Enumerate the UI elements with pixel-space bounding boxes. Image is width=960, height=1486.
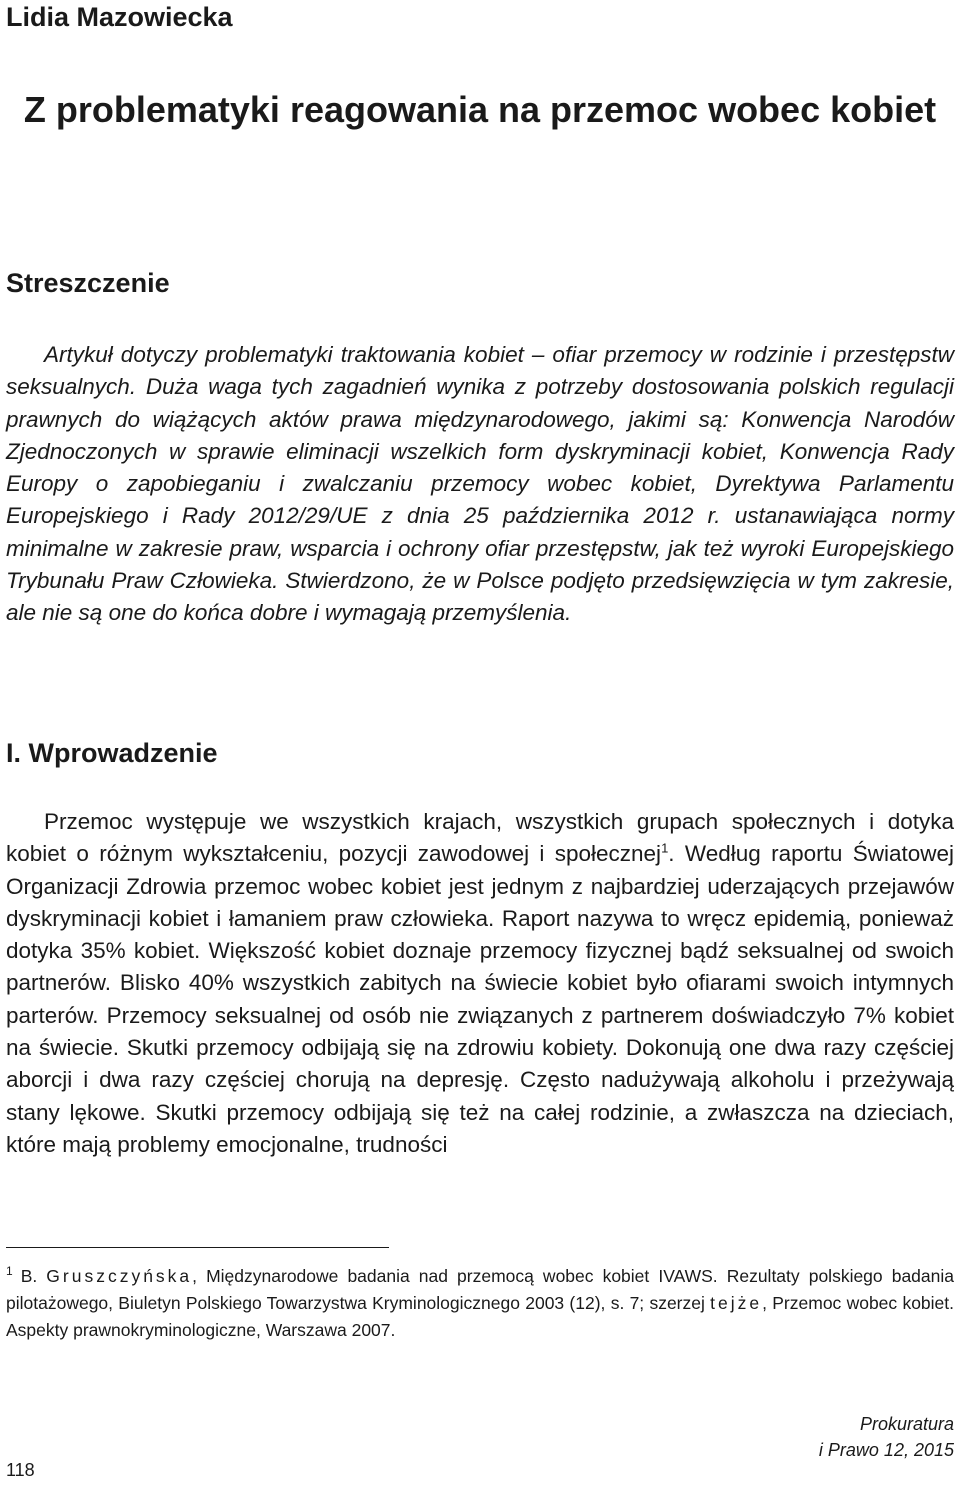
journal-issue: i Prawo 12, 2015 [818,1440,954,1460]
footnote-reference[interactable]: 1 [661,840,669,856]
journal-name: Prokuratura [859,1414,954,1434]
footnote-tejze: tejże [710,1293,763,1313]
section-paragraph [6,806,954,1161]
page-number: 118 [6,1460,35,1480]
paragraph-text-end: . Według raportu Światowej Organizacji Zdrowia przemoc wobec kobiet jest jednym z najbardziej uderzających przejawów dyskryminacji kobiet i łamaniem praw człowieka. Raport nazywa to wręcz epidemią, ponieważ dotyka 35% kobiet. Większość kobiet doznaje przemocy fizycznej bądź seksualnej od swoich partnerów. Blisko 40% wszystkich zabitych na świecie kobiet było ofiarami swoich intymnych parterów. Przemocy seksualnej od osób nie związanych z partnerem doświadczyło 7% kobiet na świecie. Skutki przemocy odbijają się na zdrowiu kobiety. Dokonują one dwa razy częściej aborcji i dwa razy częściej chorują na depresję. Często nadużywają alkoholu i przeżywają stany lękowe. Skutki przemocy odbijają się też na całej rodzinie, a zwłaszcza na dzieciach, które mają problemy emocjonalne, trudności [6,841,954,1157]
paragraph-text-start: Przemoc występuje we wszystkich krajach, wszystkich grupach społecznych i dotyka kobiet o różnym wykształceniu, pozycji zawodowej i społecznej [6,809,954,867]
journal-info [819,1411,954,1463]
footnote-number: 1 [6,1264,13,1279]
article-title: Z problematyki reagowania na przemoc wobec kobiet [23,89,937,130]
abstract-heading: Streszczenie [6,268,170,298]
section-heading: I. Wprowadzenie [6,738,218,768]
abstract-text: Artykuł dotyczy problematyki traktowania kobiet – ofiar przemocy w rodzinie i przestępstw seksualnych. Duża waga tych zagadnień wynika z potrzeby dostosowania polskich regulacji prawnych do wiążących aktów prawa międzynarodowego, jakimi są: Konwencja Narodów Zjednoczonych w sprawie eliminacji wszelkich form dyskryminacji kobiet, Konwencja Rady Europy o zapobieganiu i zwalczaniu przemocy wobec kobiet, Dyrektywa Parlamentu Europejskiego i Rady 2012/29/UE z dnia 25 października 2012 r. ustanawiająca normy minimalne w zakresie praw, wsparcia i ochrony ofiar przestępstw, jak też wyroki Europejskiego Trybunału Praw Człowieka. Stwierdzono, że w Polsce podjęto przedsięwzięcia w tym zakresie, ale nie są one do końca dobre i wymagają przemyślenia. [6,342,954,626]
footnote-text-2: , Przemoc wobec kobiet. Aspekty prawnokryminologiczne, Warszawa 2007. [6,1293,954,1340]
footnote-author: Gruszczyńska [46,1266,193,1286]
footnote [6,1263,954,1344]
author-name: Lidia Mazowiecka [6,2,233,32]
footnote-prefix: B. [20,1266,47,1286]
footnote-text-1: , Międzynarodowe badania nad przemocą wobec kobiet IVAWS. Rezultaty polskiego badania pilotażowego, Biuletyn Polskiego Towarzystwa Kryminologicznego 2003 (12), s. 7; szerzej [6,1266,954,1313]
footnote-separator [6,1247,389,1248]
